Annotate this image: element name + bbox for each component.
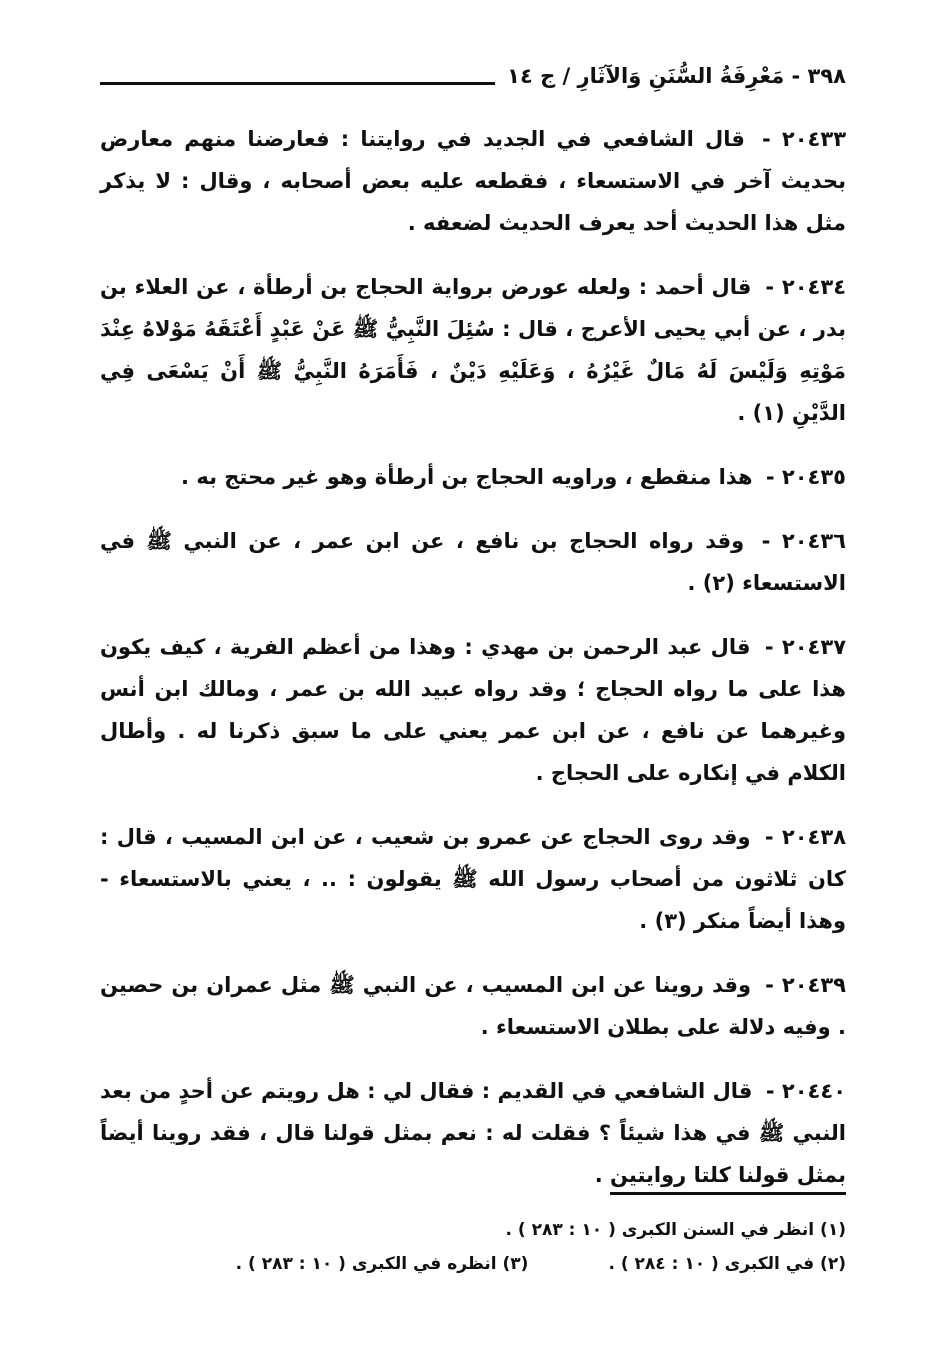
book-title: مَعْرِفَةُ السُّنَنِ وَالآثَارِ / ج ١٤ [507,64,785,88]
paragraph-number: ٢٠٤٤٠ - [765,1079,847,1103]
paragraph-number: ٢٠٤٣٦ - [761,529,846,553]
header-separator: - [791,64,801,88]
main-text [100,118,846,1218]
paragraph-number: ٢٠٤٣٧ - [764,635,847,659]
paragraph-number: ٢٠٤٣٥ - [765,465,846,489]
paragraph-2436 [100,520,846,604]
paragraph-text: قال الشافعي في القديم : فقال لي : هل رويتم عن أحدٍ من بعد النبي ﷺ في هذا شيئاً ؟ فقلت له : نعم بمثل قولنا قال ، فقد روينا أيضاً بمثل قولنا كلتا روايتين . [100,1079,846,1187]
footnote-1: (١) انظر في السنن الكبرى ( ١٠ : ٢٨٣ ) . [505,1220,846,1240]
paragraph-2434 [100,266,846,434]
paragraph-2435 [100,456,846,498]
paragraph-text: وقد روينا عن ابن المسيب ، عن النبي ﷺ مثل عمران بن حصين . وفيه دلالة على بطلان الاستسعاء . [100,973,846,1039]
paragraph-text: هذا منقطع ، وراويه الحجاج بن أرطأة وهو غير محتج به . [181,465,753,489]
footnote-row [100,1247,846,1281]
header-rule [100,82,495,85]
paragraph-text: وقد رواه الحجاج بن نافع ، عن ابن عمر ، عن النبي ﷺ في الاستسعاء (٢) . [100,529,846,595]
paragraph-text: قال أحمد : ولعله عورض برواية الحجاج بن أرطأة ، عن العلاء بن بدر ، عن أبي يحيى الأعرج ، قال : سُئِلَ النَّبِيُّ ﷺ عَنْ عَبْدٍ أَعْتَقَهُ مَوْلاهُ عِنْدَ مَوْتِهِ وَلَيْسَ لَهُ مَالٌ غَيْرُهُ ، وَعَلَيْهِ دَيْنٌ ، فَأَمَرَهُ النَّبِيُّ ﷺ أَنْ يَسْعَى فِي الدَّيْنِ (١) . [100,275,846,425]
paragraph-2433 [100,118,846,244]
footnote-2: (٢) في الكبرى ( ١٠ : ٢٨٤ ) . [608,1254,846,1274]
paragraph-text: قال عبد الرحمن بن مهدي : وهذا من أعظم الفرية ، كيف يكون هذا على ما رواه الحجاج ؛ وقد رواه عبيد الله بن عمر ، ومالك ابن أنس وغيرهما عن نافع ، عن ابن عمر يعني على ما سبق ذكرنا له . وأطال الكلام في إنكاره على الحجاج . [100,635,846,785]
running-head [495,64,846,88]
paragraph-2440 [100,1070,846,1196]
page-header [100,54,846,98]
paragraph-2439 [100,964,846,1048]
paragraph-2438 [100,816,846,942]
paragraph-text: قال الشافعي في الجديد في روايتنا : فعارضنا منهم معارض بحديث آخر في الاستسعاء ، فقطعه عليه بعض أصحابه ، وقال : لا يذكر مثل هذا الحديث أحد يعرف الحديث لضعفه . [100,127,846,235]
footnote-3: (٣) انظره في الكبرى ( ١٠ : ٢٨٣ ) . [235,1254,529,1274]
footnotes [100,1192,846,1281]
paragraph-number: ٢٠٤٣٣ - [762,127,847,151]
paragraph-number: ٢٠٤٣٩ - [765,973,846,997]
paragraph-number: ٢٠٤٣٨ - [764,825,847,849]
paragraph-text: وقد روى الحجاج عن عمرو بن شعيب ، عن ابن المسيب ، قال : كان ثلاثون من أصحاب رسول الله ﷺ يقولون : .. ، يعني بالاستسعاء - وهذا أيضاً منكر (٣) . [100,825,846,933]
footnote-rule [610,1192,846,1195]
page-number: ٣٩٨ [807,64,846,88]
paragraph-number: ٢٠٤٣٤ - [765,275,847,299]
paragraph-2437 [100,626,846,794]
